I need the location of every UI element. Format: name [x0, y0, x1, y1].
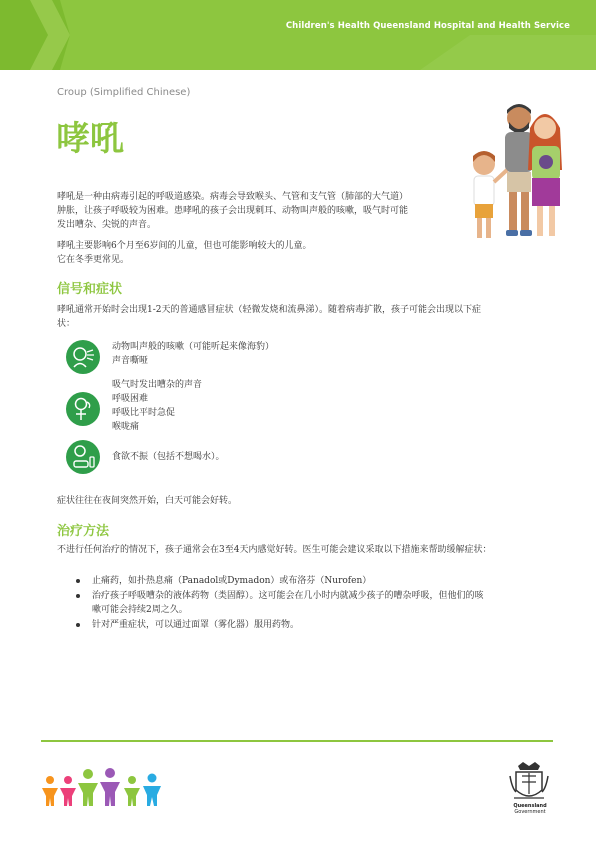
page-title: 哮吼 — [56, 119, 124, 159]
symptoms-intro: 哮吼通常开始时会出现1-2天的普通感冒症状（轻微发烧和流鼻涕）。随着病毒扩散，孩子可能会出现以下症 状： — [57, 305, 481, 329]
symptom-group-cough: 动物叫声般的咳嗽（可能听起来像海豹） 声音嘶哑 — [112, 342, 275, 366]
list-item: 止痛药，如扑热息痛（Panadol或Dymadon）或布洛芬（Nurofen） — [57, 574, 547, 588]
banner-chevron-decoration — [0, 0, 596, 70]
organization-name: Children's Health Queensland Hospital and Health Service — [285, 21, 570, 31]
intro-paragraph: 哮吼是一种由病毒引起的呼吸道感染。病毒会导致喉头、气管和支气管（肺部的大气道） 肿胀，让孩子呼吸较为困难。患哮吼的孩子会出现刺耳、动物叫声般的咳嗽，吸气时可能 发出嘈杂、尖锐的声音。 — [57, 192, 409, 230]
eating-icon — [66, 440, 100, 474]
bullet-icon — [76, 579, 80, 583]
document-subtitle: Croup (Simplified Chinese) — [57, 87, 191, 98]
bullet-icon — [76, 623, 80, 627]
treatment-intro: 不进行任何治疗的情况下，孩子通常会在3至4天内感觉好转。医生可能会建议采取以下措施来帮助缓解症状： — [57, 545, 492, 555]
government-name: Queensland Government — [513, 803, 547, 815]
header-banner — [0, 0, 596, 70]
symptoms-heading: 信号和症状 — [57, 282, 123, 297]
treatment-list — [57, 574, 547, 633]
treatment-heading: 治疗方法 — [57, 524, 110, 539]
symptom-group-eating: 食欲不振（包括不想喝水）。 — [112, 452, 225, 462]
breathing-icon — [66, 392, 100, 426]
children-logo-icon — [40, 766, 168, 808]
footer-divider — [41, 740, 553, 742]
symptom-group-breathing: 吸气时发出嘈杂的声音 呼吸困难 呼吸比平时急促 喉咙痛 — [112, 380, 203, 432]
age-paragraph: 哮吼主要影响6个月至6岁间的儿童，但也可能影响较大的儿童。 它在冬季更常见。 — [57, 241, 312, 265]
family-illustration — [462, 100, 570, 245]
cough-icon — [66, 340, 100, 374]
night-note: 症状往往在夜间突然开始，白天可能会好转。 — [57, 496, 238, 506]
list-item: 治疗孩子呼吸嘈杂的液体药物（类固醇）。这可能会在几小时内就减少孩子的嘈杂呼吸，但他们的咳 嗽可能会持续2周之久。 — [57, 589, 547, 617]
list-item: 针对严重症状，可以通过面罩（雾化器）服用药物。 — [57, 618, 547, 632]
bullet-icon — [76, 594, 80, 598]
